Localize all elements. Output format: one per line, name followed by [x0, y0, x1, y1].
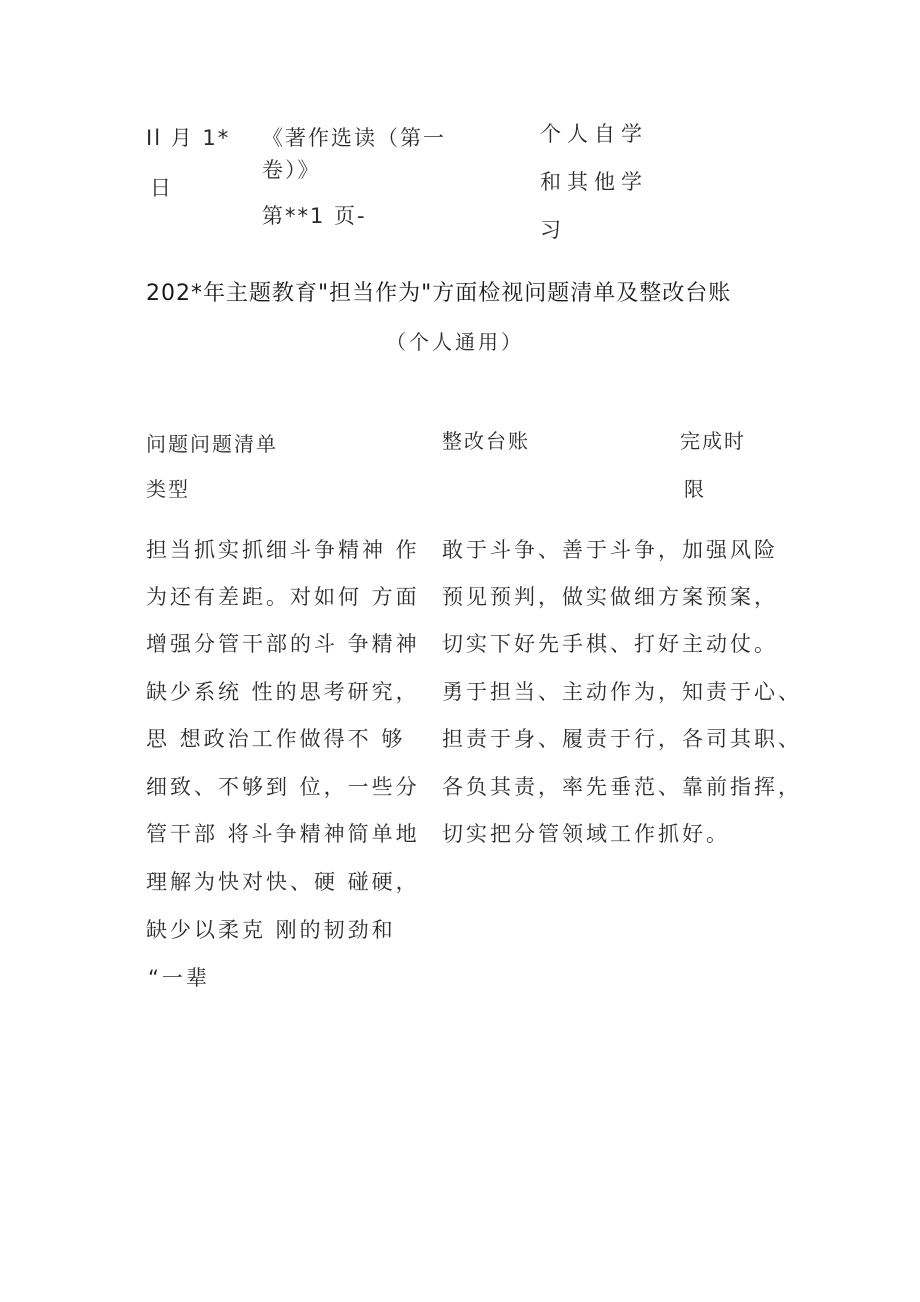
rectification-line: 切实下好先手棋、打好主动仗。 — [442, 632, 778, 656]
problem-line: “一辈 — [148, 966, 210, 990]
study-method-line-1: 个人自学 — [540, 122, 648, 146]
document-subtitle: （个人通用） — [386, 330, 524, 354]
header-rectification: 整改台账 — [442, 429, 530, 453]
book-title-line-1: 《著作选读（第一 — [262, 126, 446, 150]
problem-line: 担当抓实抓细斗争精神 作 — [146, 538, 420, 562]
study-method-line-3: 习 — [540, 218, 563, 242]
problem-line: 思 想政治工作做得不 够 — [146, 727, 406, 751]
header-problem-type-line-1: 问题问题清单 — [146, 432, 278, 456]
rectification-line: 切实把分管领域工作抓好。 — [442, 822, 730, 846]
problem-line: 为还有差距。对如何 方面 — [146, 585, 420, 609]
problem-line: 缺少以柔克 刚的韧劲和 — [146, 918, 396, 942]
rectification-line: 担责于身、履责于行，各司其职、 — [442, 727, 802, 751]
rectification-line: 预见预判，做实做细方案预案， — [442, 585, 778, 609]
book-title-line-2: 卷）》 — [262, 158, 321, 182]
document-title: 202*年主题教育"担当作为"方面检视问题清单及整改台账 — [146, 281, 732, 306]
problem-line: 理解为快对快、硬 碰硬， — [146, 870, 420, 894]
page-reference: 第**1 页- — [262, 204, 367, 228]
rectification-line: 各负其责，率先垂范、靠前指挥， — [442, 775, 802, 799]
date-line-1: Il 月 1* — [146, 126, 231, 150]
header-deadline-line-1: 完成时 — [680, 429, 746, 453]
problem-line: 细致、不够到 位，一些分 — [146, 775, 420, 799]
header-deadline-line-2: 限 — [684, 477, 706, 501]
date-line-2: 日 — [150, 176, 173, 200]
rectification-line: 勇于担当、主动作为，知责于心、 — [442, 680, 802, 704]
rectification-line: 敢于斗争、善于斗争，加强风险 — [442, 538, 778, 562]
problem-line: 增强分管干部的斗 争精神 — [146, 632, 420, 656]
study-method-line-2: 和其他学 — [540, 170, 648, 194]
problem-line: 管干部 将斗争精神简单地 — [146, 822, 420, 846]
header-problem-type-line-2: 类型 — [146, 477, 190, 501]
problem-line: 缺少系统 性的思考研究， — [146, 680, 420, 704]
